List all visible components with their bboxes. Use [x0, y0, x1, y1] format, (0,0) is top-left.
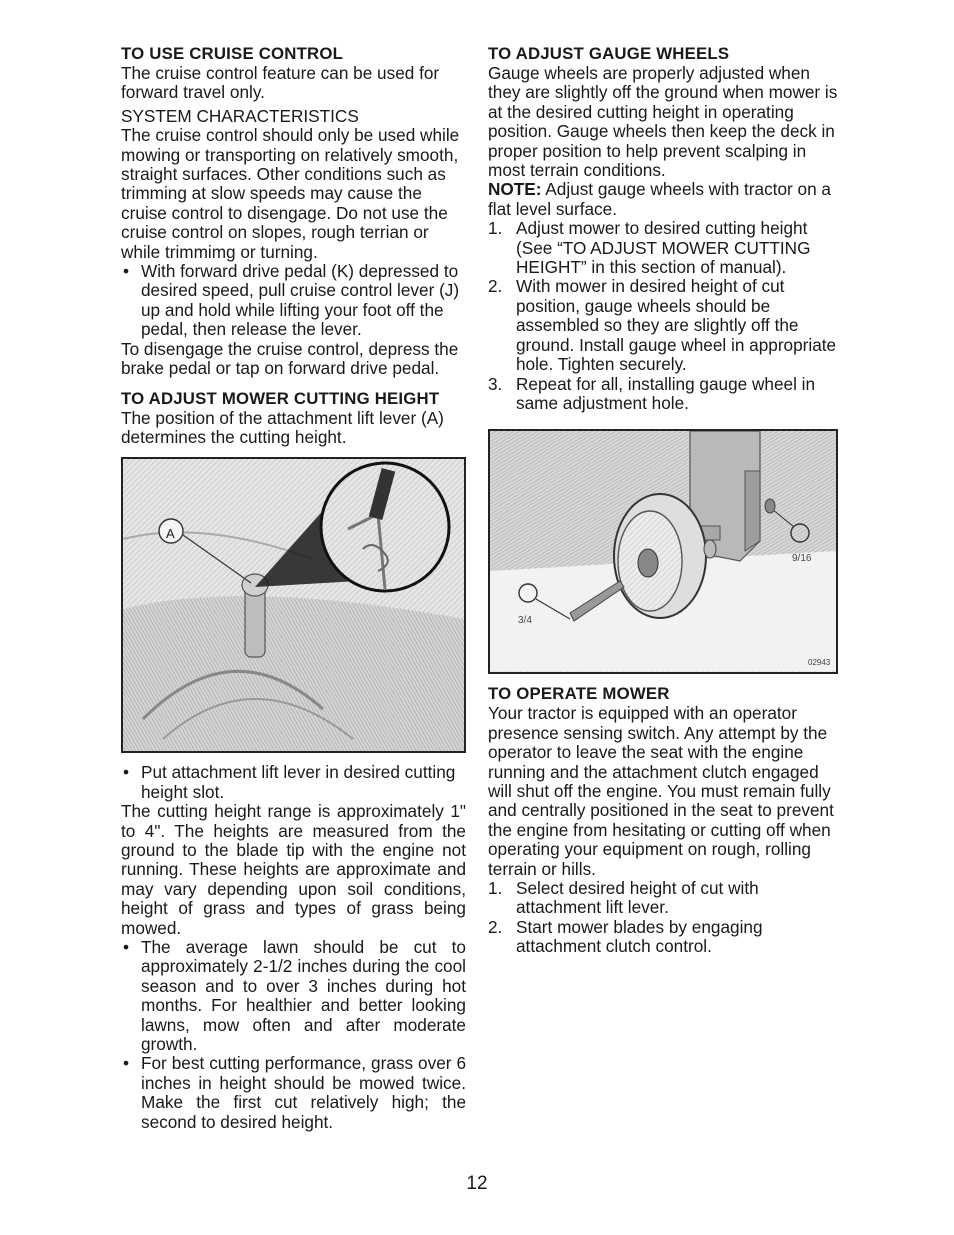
cruise-intro: The cruise control feature can be used for forward travel only. — [121, 63, 440, 103]
gauge-wheels-heading: TO ADJUST GAUGE WHEELS — [488, 44, 730, 63]
gauge-step: 2. With mower in desired height of cut position, gauge wheels should be assembled so they are slightly off the ground. Install gauge wheel in appropriate hole. Tighten securely. — [488, 276, 837, 375]
figure-code: 02943 — [808, 658, 831, 668]
operate-steps — [488, 879, 838, 957]
cutting-range: The cutting height range is approximately 1" to 4". The heights are measured from the ground to the blade tip with the engine not running. These heights are approximate and may vary depending upon soil conditions, height of grass and types of grass being mowed. — [121, 801, 466, 938]
gauge-wheel-illustration — [488, 429, 838, 674]
cutting-height-intro: The position of the attachment lift lever (A) determines the cutting height. — [121, 407, 444, 447]
system-characteristics-heading: SYSTEM CHARACTERISTICS — [121, 105, 359, 126]
cutting-bullet-3: • For best cutting performance, grass over 6 inches in height should be mowed twice. Make the first cut relatively high; the second to desired height. — [121, 1054, 466, 1132]
cutting-height-heading: TO ADJUST MOWER CUTTING HEIGHT — [121, 388, 440, 408]
lift-lever-illustration — [121, 457, 466, 753]
cutting-bullet-1: • Put attachment lift lever in desired cutting height slot. — [121, 763, 466, 802]
cruise-body: The cruise control should only be used while mowing or transporting on relatively smooth, straight surfaces. Other conditions such as trimming at slow speeds may cause the cruise control to disengage. Do not use the cruise control on slopes, rough terrian or while trimmimg or turning. — [121, 125, 460, 262]
operate-mower-heading: TO OPERATE MOWER — [488, 684, 670, 704]
operate-body: Your tractor is equipped with an operator presence sensing switch. Any attempt by the operator to leave the seat with the engine running and the attachment clutch engaged will shut off the engine. You must remain fully and centrally positioned in the seat to prevent the engine from hesitating or cutting off when operating your equipment on rough, rolling terrain or hills. — [488, 703, 834, 879]
nut-size-label: 9/16 — [792, 553, 812, 565]
gauge-intro: Gauge wheels are properly adjusted when they are slightly off the ground when mower is at the desired cutting height in operating position. Gauge wheels then keep the deck in proper position to help prevent scalping in most terrain conditions. — [488, 63, 838, 181]
gauge-step: 3. Repeat for all, installing gauge wheel in same adjustment hole. — [488, 373, 816, 413]
gauge-wheel-drawing — [490, 431, 836, 672]
gauge-note — [488, 180, 838, 219]
operate-step: 2. Start mower blades by engaging attachment clutch control. — [488, 916, 763, 957]
cruise-bullet: • With forward drive pedal (K) depressed to desired speed, pull cruise control lever (J) up and hold while lifting your foot off the pedal, then release the lever. — [121, 262, 466, 340]
label-a: A — [166, 526, 175, 542]
gauge-step: 1. Adjust mower to desired cutting height (See “TO ADJUST MOWER CUTTING HEIGHT” in this section of manual). — [488, 218, 811, 278]
cutting-bullet-2: • The average lawn should be cut to approximately 2-1/2 inches during the cool season and to over 3 inches during hot months. For healthier and better looking lawns, mow often and after moderate growth. — [121, 938, 466, 1054]
page-number: 12 — [466, 1173, 488, 1194]
cruise-disengage: To disengage the cruise control, depress the brake pedal or tap on forward drive pedal. — [121, 338, 459, 379]
gauge-steps — [488, 219, 838, 413]
bolt-size-label: 3/4 — [518, 615, 532, 627]
operate-step: 1. Select desired height of cut with attachment lift lever. — [488, 877, 759, 918]
cruise-heading: TO USE CRUISE CONTROL — [121, 44, 344, 63]
note-text: Adjust gauge wheels with tractor on a flat level surface. — [488, 179, 831, 219]
right-column — [488, 44, 838, 957]
left-column — [121, 44, 466, 1132]
lift-lever-drawing — [123, 459, 464, 751]
note-label: NOTE: — [488, 179, 542, 200]
